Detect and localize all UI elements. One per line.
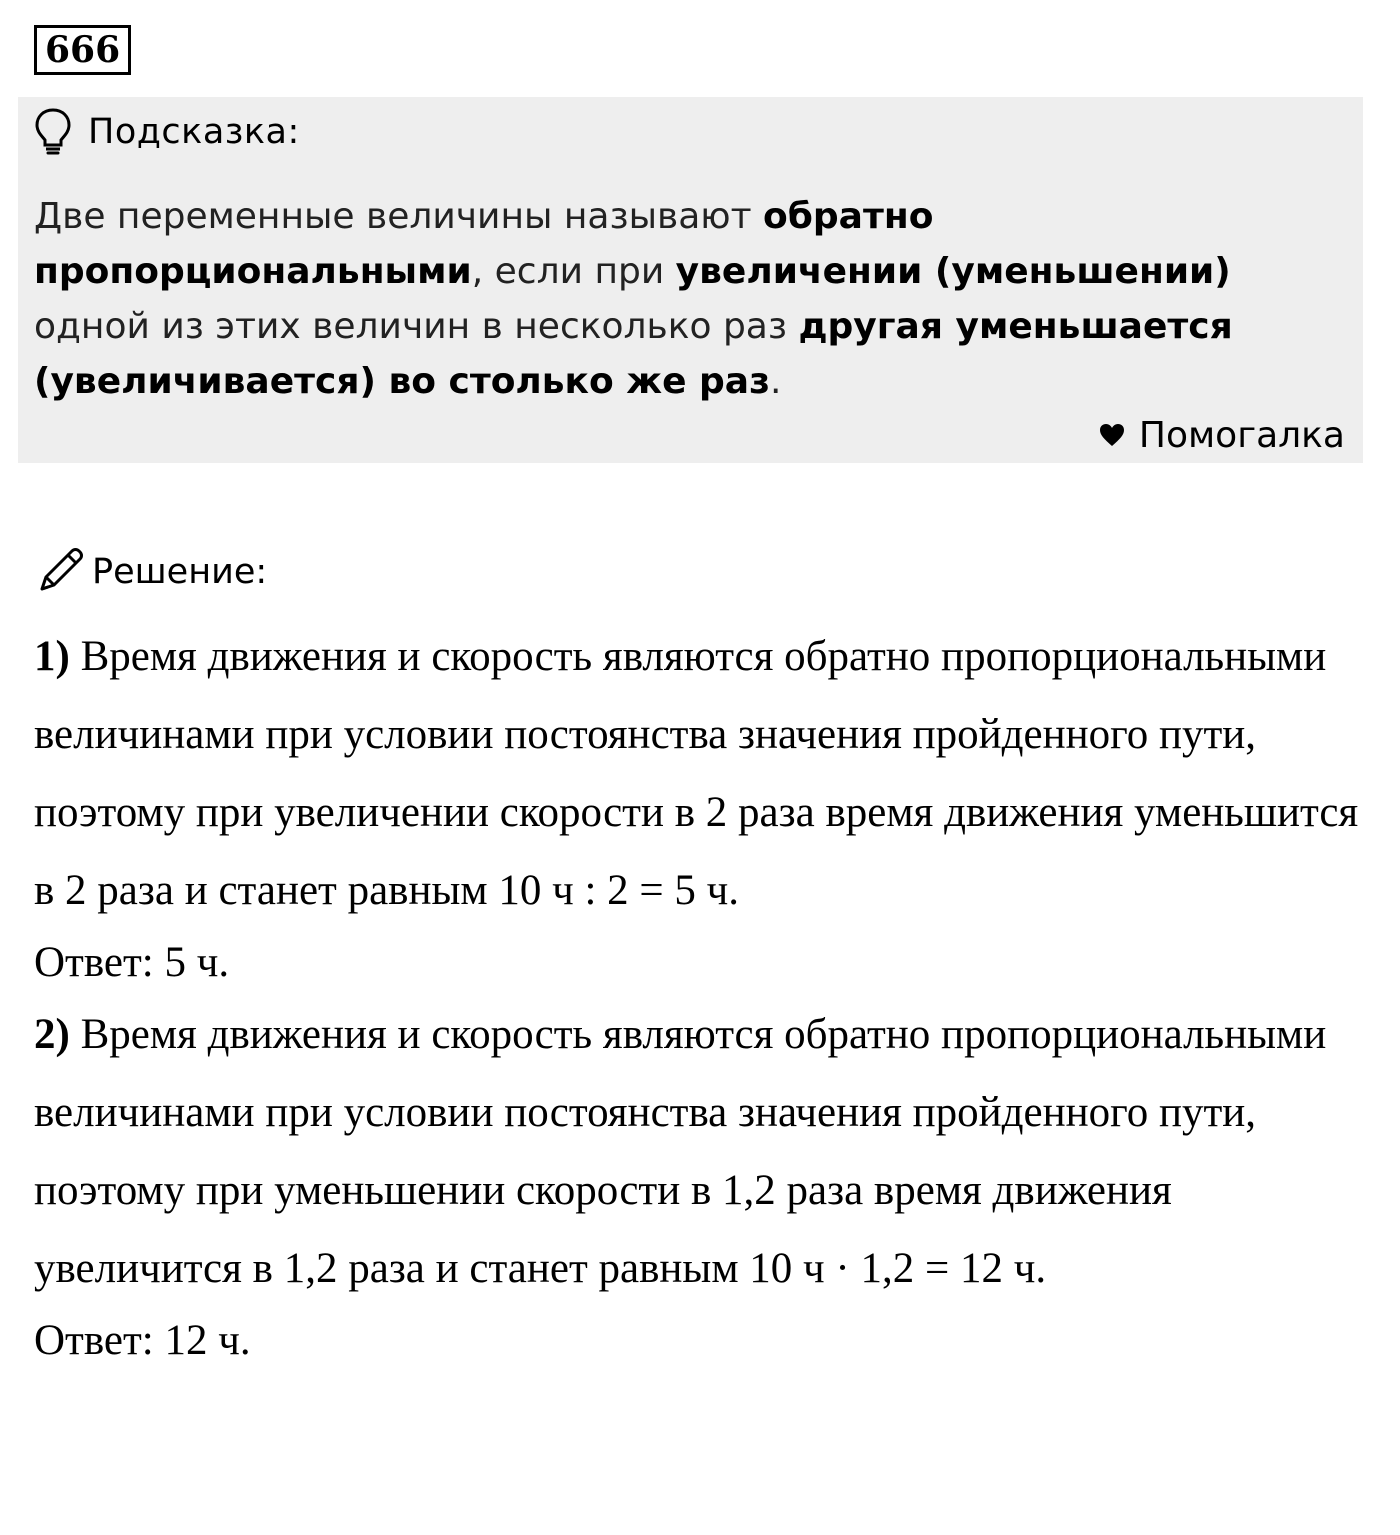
answer-1: Ответ: 5 ч. (34, 939, 230, 986)
hint-text (34, 189, 1354, 409)
lightbulb-icon (34, 107, 72, 157)
hint-header (34, 107, 300, 157)
solution-item-1 (34, 618, 1364, 930)
pencil-icon (36, 545, 86, 599)
solution-header (36, 546, 267, 598)
item-label: 1) (34, 633, 70, 680)
hint-text-part: Две переменные величины называют (34, 196, 764, 237)
solution-title: Решение: (92, 552, 268, 592)
solution-body (34, 618, 1364, 1374)
hint-panel (18, 97, 1363, 463)
task-number: 666 (34, 25, 131, 75)
hint-text-part: одной из этих величин в несколько раз (34, 306, 799, 347)
hint-text-part: , если при (471, 251, 676, 292)
brand-name: Помогалка (1138, 414, 1345, 456)
hint-title: Подсказка: (88, 112, 300, 152)
answer-2: Ответ: 12 ч. (34, 1317, 251, 1364)
brand-label (1099, 410, 1345, 460)
hint-bold-term: другая уменьшается (увеличивается) во столько же раз (34, 306, 1233, 402)
hint-bold-term: обратно пропорциональными (34, 196, 934, 292)
item-label: 2) (34, 1011, 70, 1058)
hint-bold-term: увеличении (уменьшении) (675, 251, 1231, 292)
solution-item-2 (34, 996, 1364, 1308)
heart-icon (1099, 415, 1139, 456)
hint-text-part: . (770, 361, 782, 402)
item-text: Время движения и скорость являются обратно пропорциональными величинами при условии постоянства значения пройденного пути, поэтому при уменьшении скорости в 1,2 раза время движения увеличится в 1,2 раза и станет равным 10 ч · 1,2 = 12 ч. (34, 1011, 1327, 1292)
item-text: Время движения и скорость являются обратно пропорциональными величинами при условии постоянства значения пройденного пути, поэтому при увеличении скорости в 2 раза время движения уменьшится в 2 раза и станет равным 10 ч : 2 = 5 ч. (34, 633, 1359, 914)
